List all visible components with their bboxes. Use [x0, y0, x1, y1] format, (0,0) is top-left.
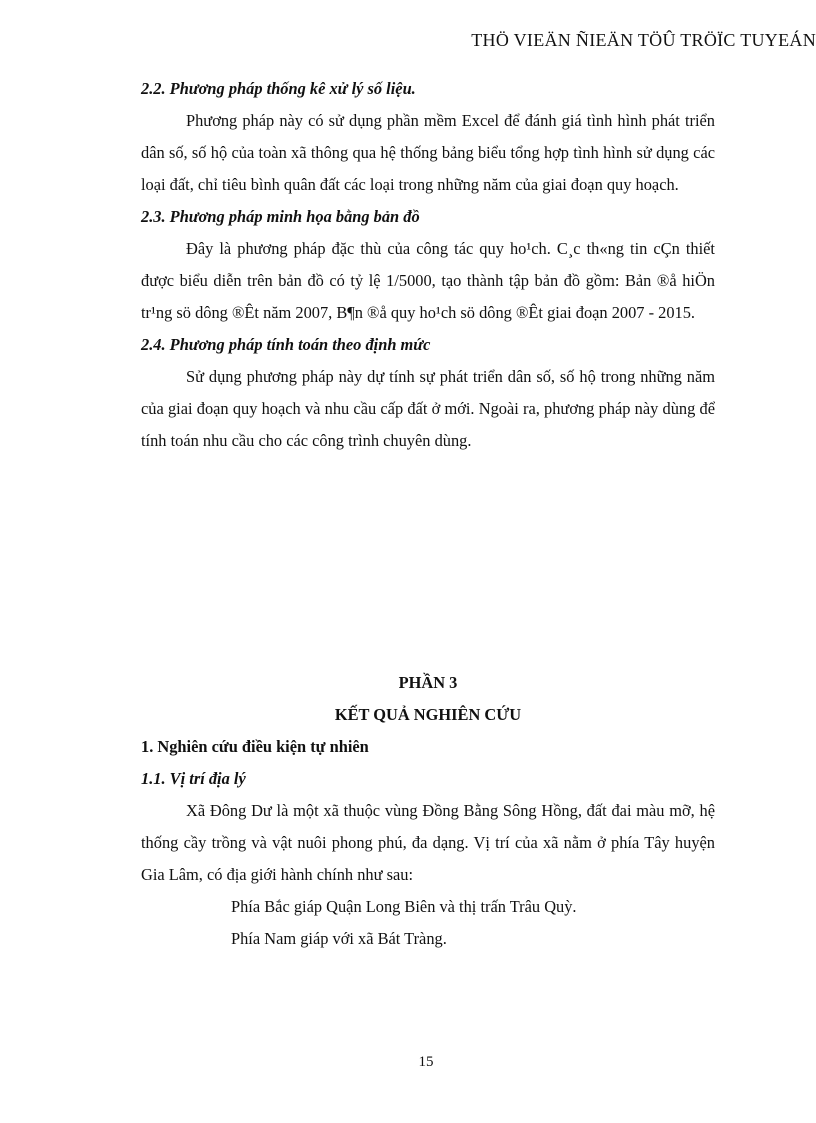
paragraph-2-4: Sử dụng phương pháp này dự tính sự phát triển dân số, số hộ trong những năm của giai đoạn quy hoạch và nhu cầu cấp đất ở mới. Ngoài ra, phương pháp này dùng để tính toán nhu cầu cho các công trình chuyên dùng.	[141, 367, 715, 450]
paragraph-2-3: Đây là phương pháp đặc thù của công tác quy ho¹ch. C¸c th«ng tin cÇn thiết được biểu diễn trên bản đồ có tỷ lệ 1/5000, tạo thành tập bản đồ gồm: Bản ®å hiÖn tr¹ng sö dông ®Êt năm 2007, B¶n ®å quy ho¹ch sö dông ®Êt giai đoạn 2007 - 2015.	[141, 239, 715, 322]
part-label: PHẦN 3	[398, 673, 458, 692]
section-heading-2-3: 2.3. Phương pháp minh họa bằng bản đồ	[141, 207, 420, 226]
border-north: Phía Bắc giáp Quận Long Biên và thị trấn Trâu Quỳ.	[231, 897, 577, 916]
section-heading-2-4: 2.4. Phương pháp tính toán theo định mức	[141, 335, 431, 354]
border-south: Phía Nam giáp với xã Bát Tràng.	[231, 929, 447, 948]
research-heading: 1. Nghiên cứu điều kiện tự nhiên	[141, 737, 369, 756]
header-banner: THÖ VIEÄN ÑIEÄN TÖÛ TRÖÏC TUYEÁN	[471, 30, 816, 50]
page-number: 15	[418, 1054, 434, 1070]
document-body	[141, 73, 715, 955]
research-paragraph: Xã Đông Dư là một xã thuộc vùng Đồng Bằng Sông Hồng, đất đai màu mỡ, hệ thống cầy trồng và vật nuôi phong phú, đa dạng. Vị trí của xã nằm ở phía Tây huyện Gia Lâm, có địa giới hành chính như sau:	[141, 801, 715, 884]
section-heading-2-2: 2.2. Phương pháp thống kê xử lý số liệu.	[141, 79, 416, 98]
research-sub-heading: 1.1. Vị trí địa lý	[141, 769, 246, 788]
paragraph-2-2: Phương pháp này có sử dụng phần mềm Excel để đánh giá tình hình phát triển dân số, số hộ của toàn xã thông qua hệ thống bảng biểu tổng hợp tình hình sử dụng các loại đất, chỉ tiêu bình quân đất các loại trong những năm của giai đoạn quy hoạch.	[141, 111, 715, 194]
part-title-block	[141, 667, 715, 731]
part-title: KẾT QUẢ NGHIÊN CỨU	[334, 705, 522, 724]
